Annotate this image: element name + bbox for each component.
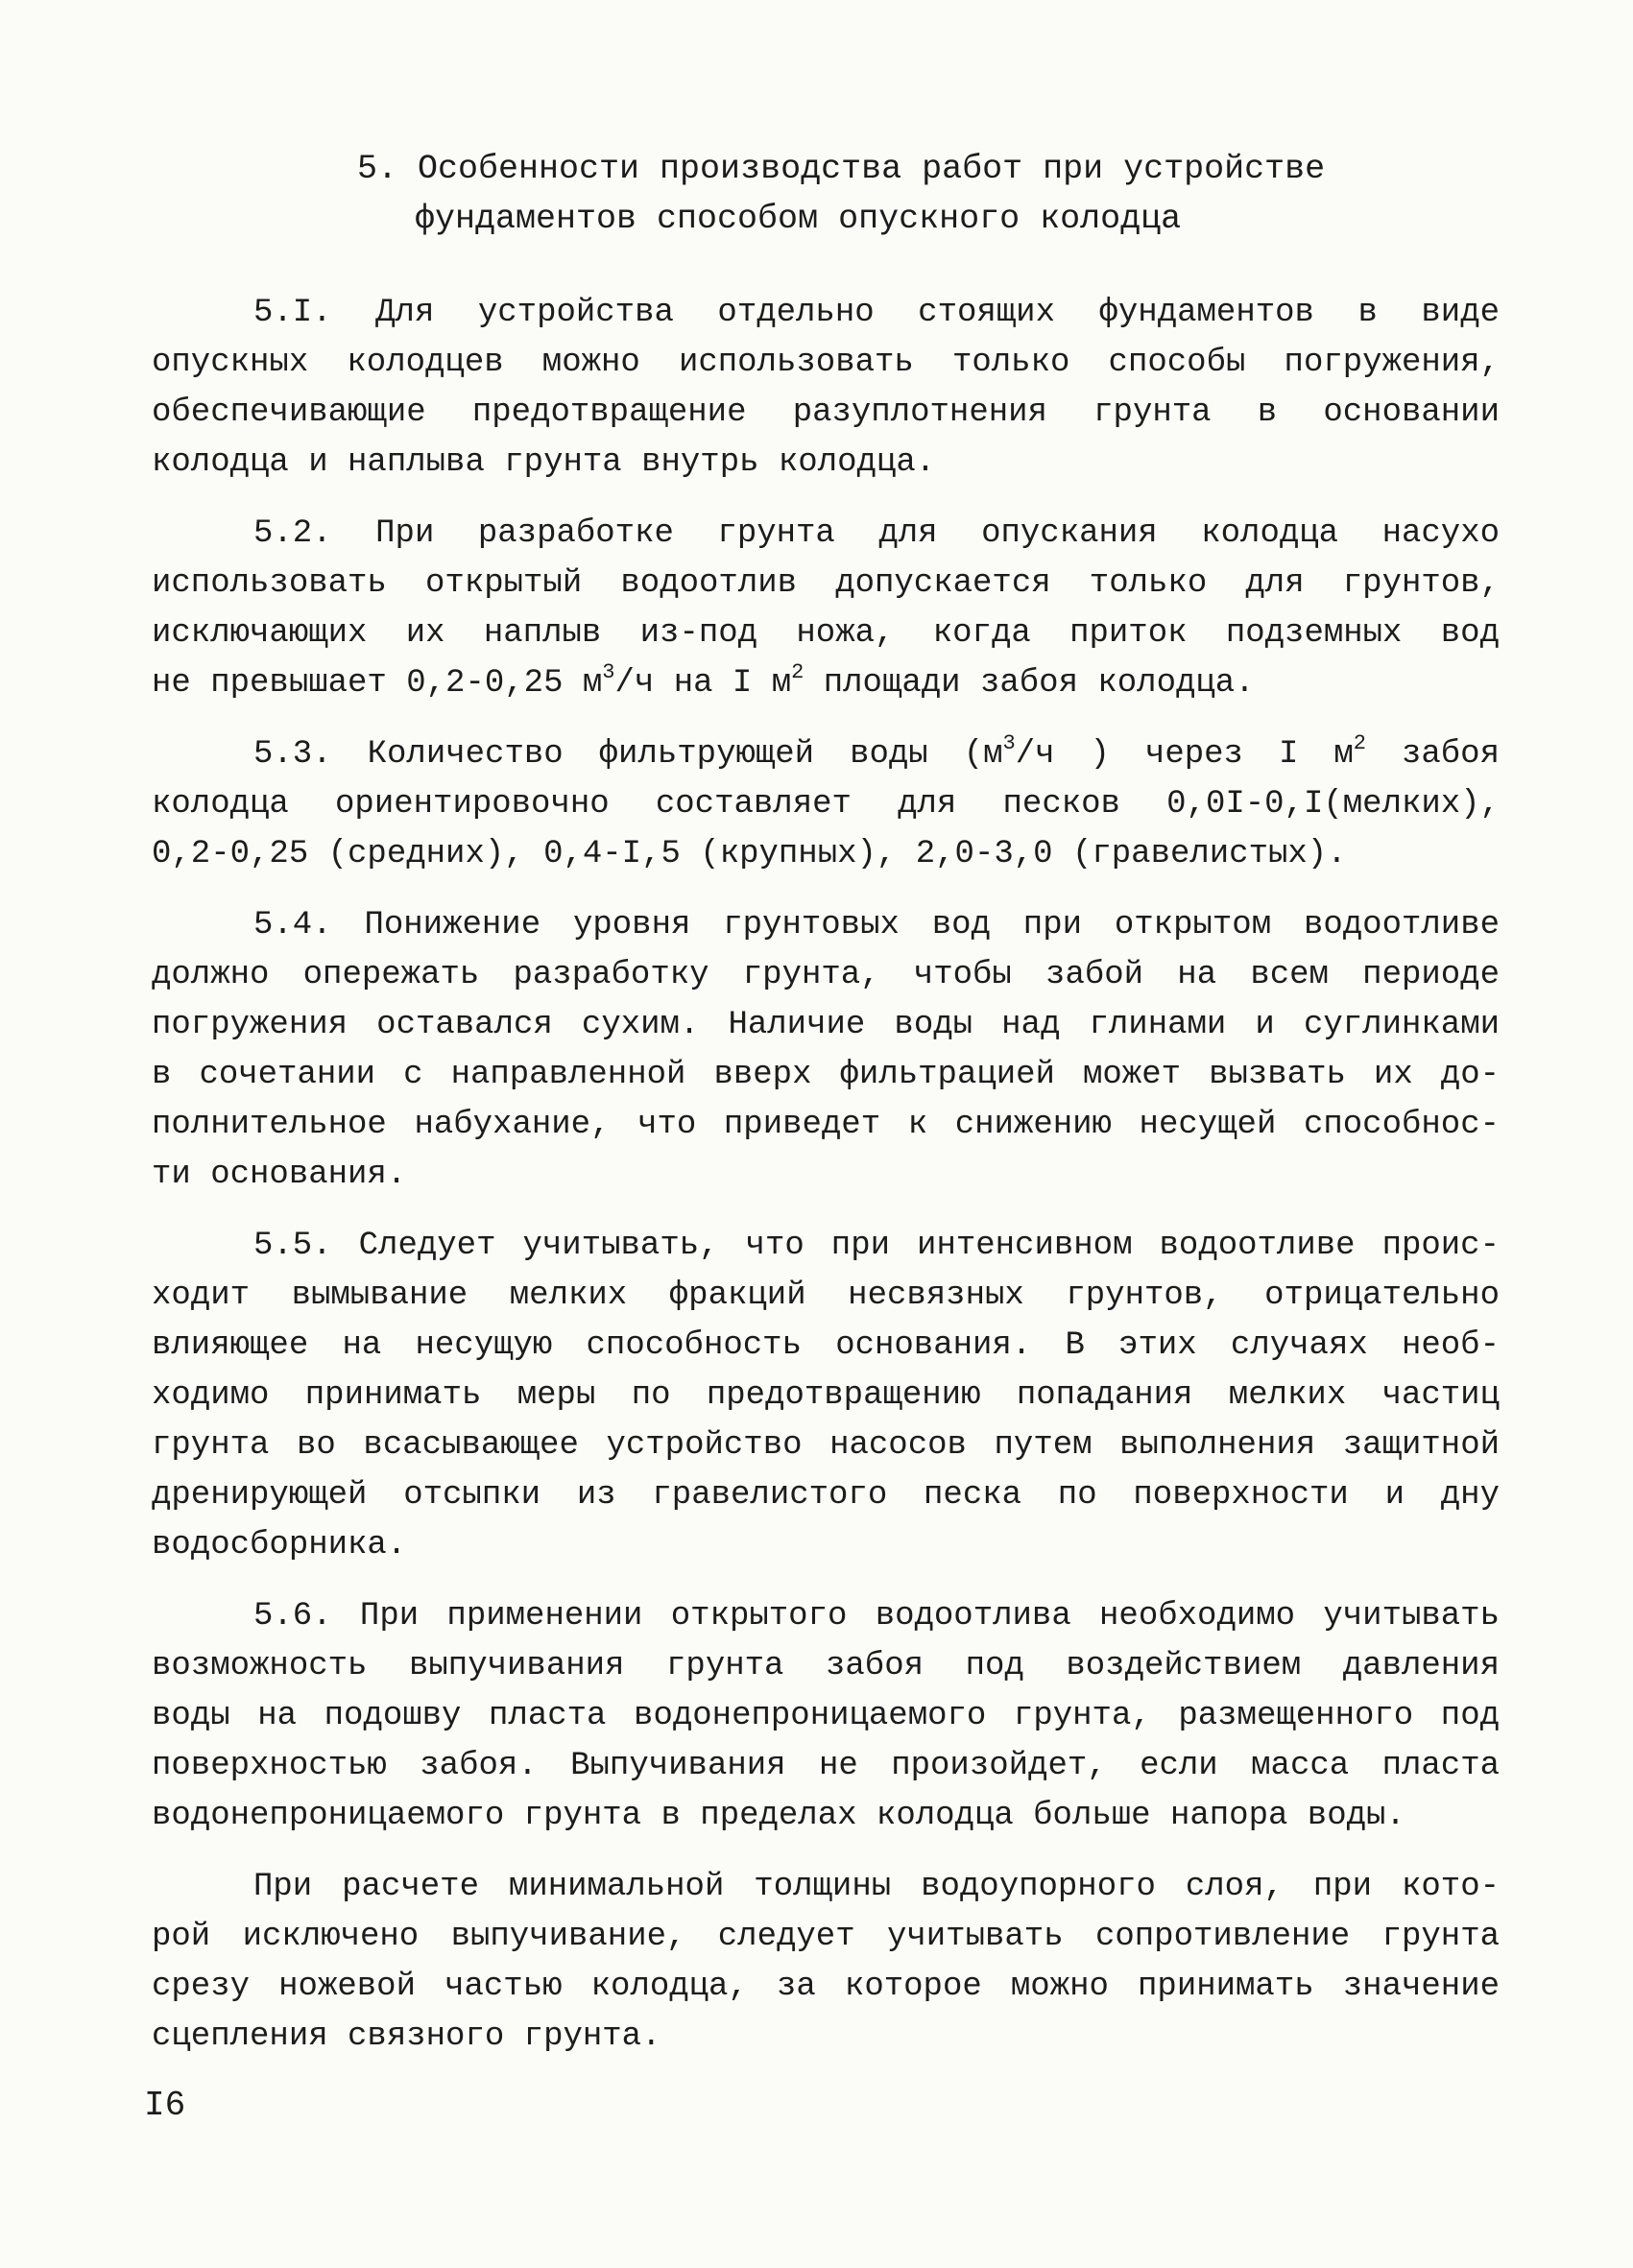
paragraph-line — [152, 1791, 1500, 1841]
paragraph-line — [152, 288, 1500, 338]
paragraph-line — [152, 779, 1500, 829]
text-run: водонепроницаемого грунта в пределах колодца больше напора воды. — [152, 1798, 1405, 1834]
text-run: 5.I. Для устройства отдельно стоящих фундаментов в виде — [253, 295, 1500, 331]
text-run: дренирующей отсыпки из гравелистого песка по поверхности и дну — [152, 1477, 1500, 1514]
text-run: в сочетании с направленной вверх фильтрацией может вызвать их до- — [152, 1057, 1500, 1093]
paragraph-line — [152, 1371, 1500, 1420]
text-run: /ч ) через I м — [1015, 736, 1354, 773]
paragraph-line — [152, 950, 1500, 1000]
paragraph-line — [152, 1691, 1500, 1741]
paragraph — [152, 288, 1500, 488]
paragraph — [152, 509, 1500, 708]
paragraph-line — [152, 829, 1500, 879]
paragraph-line — [152, 1100, 1500, 1150]
paragraph-line — [152, 1741, 1500, 1791]
paragraph — [152, 729, 1500, 879]
superscript: 3 — [602, 660, 615, 684]
text-run: рой исключено выпучивание, следует учитывать сопротивление грунта — [152, 1919, 1500, 1955]
text-run: воды на подошву пласта водонепроницаемого грунта, размещенного под — [152, 1698, 1500, 1734]
paragraph — [152, 1591, 1500, 1841]
text-run: сцепления связного грунта. — [152, 2018, 661, 2055]
paragraph-line — [152, 1150, 1500, 1200]
page-number: I6 — [144, 2086, 186, 2125]
paragraph-line — [152, 1221, 1500, 1271]
paragraph-line — [152, 1000, 1500, 1050]
paragraph-line — [152, 900, 1500, 950]
paragraph-line — [152, 1520, 1500, 1570]
text-run: ти основания. — [152, 1157, 407, 1193]
text-run: возможность выпучивания грунта забоя под воздействием давления — [152, 1648, 1500, 1684]
text-run: колодца и наплыва грунта внутрь колодца. — [152, 444, 936, 481]
text-run: обеспечивающие предотвращение разуплотнения грунта в основании — [152, 394, 1500, 431]
text-run: опускных колодцев можно использовать только способы погружения, — [152, 345, 1500, 381]
text-run: не превышает 0,2-0,25 м — [152, 665, 603, 702]
paragraph-line — [152, 1641, 1500, 1691]
paragraph-line — [152, 438, 1500, 488]
text-run: погружения оставался сухим. Наличие воды над глинами и суглинками — [152, 1007, 1500, 1043]
paragraph-line — [152, 1470, 1500, 1520]
heading-line: 5. Особенности производства работ при устройстве — [357, 150, 1326, 188]
superscript: 2 — [791, 660, 804, 684]
paragraph-line — [152, 1591, 1500, 1641]
paragraph-line — [152, 1862, 1500, 1912]
paragraph-line — [152, 1050, 1500, 1100]
heading-line: фундаментов способом опускного колодца — [415, 200, 1182, 238]
paragraph-line — [152, 338, 1500, 388]
text-run: должно опережать разработку грунта, чтобы забой на всем периоде — [152, 957, 1500, 993]
text-run: /ч на I м — [614, 665, 792, 702]
document-body — [152, 288, 1500, 2083]
text-run: использовать открытый водоотлив допускается только для грунтов, — [152, 565, 1500, 602]
text-run: 5.4. Понижение уровня грунтовых вод при открытом водоотливе — [253, 907, 1500, 943]
paragraph-line — [152, 509, 1500, 559]
text-run: 5.2. При разработке грунта для опускания колодца насухо — [253, 515, 1500, 552]
text-run: полнительное набухание, что приведет к снижению несущей способнос- — [152, 1107, 1500, 1143]
section-heading — [0, 144, 1633, 244]
paragraph-line — [152, 609, 1500, 658]
paragraph — [152, 900, 1500, 1200]
text-run: водосборника. — [152, 1527, 407, 1564]
text-run: срезу ножевой частью колодца, за которое можно принимать значение — [152, 1969, 1500, 2005]
paragraph-line — [152, 729, 1500, 779]
text-run: ходит вымывание мелких фракций несвязных грунтов, отрицательно — [152, 1277, 1500, 1314]
paragraph-line — [152, 559, 1500, 609]
paragraph-line — [152, 1962, 1500, 2012]
text-run: ходимо принимать меры по предотвращению попадания мелких частиц — [152, 1377, 1500, 1414]
text-run: При расчете минимальной толщины водоупорного слоя, при кото- — [253, 1869, 1500, 1905]
text-run: 5.3. Количество фильтрующей воды (м — [253, 736, 1003, 773]
text-run: поверхностью забоя. Выпучивания не произойдет, если масса пласта — [152, 1748, 1500, 1784]
text-run: исключающих их наплыв из-под ножа, когда приток подземных вод — [152, 615, 1500, 652]
paragraph — [152, 1862, 1500, 2062]
paragraph-line — [152, 658, 1500, 708]
paragraph-line — [152, 1420, 1500, 1470]
text-run: площади забоя колодца. — [804, 665, 1255, 702]
paragraph-line — [152, 1321, 1500, 1371]
text-run: колодца ориентировочно составляет для песков 0,0I-0,I(мелких), — [152, 786, 1500, 823]
paragraph-line — [152, 388, 1500, 438]
text-run: забоя — [1365, 736, 1500, 773]
text-run: влияющее на несущую способность основания. В этих случаях необ- — [152, 1327, 1500, 1364]
paragraph-line — [152, 1912, 1500, 1962]
text-run: 0,2-0,25 (средних), 0,4-I,5 (крупных), 2,0-3,0 (гравелистых). — [152, 836, 1347, 872]
superscript: 2 — [1353, 731, 1366, 755]
paragraph-line — [152, 1271, 1500, 1321]
text-run: 5.6. При применении открытого водоотлива необходимо учитывать — [253, 1598, 1500, 1635]
text-run: 5.5. Следует учитывать, что при интенсивном водоотливе проис- — [253, 1228, 1500, 1264]
paragraph — [152, 1221, 1500, 1570]
paragraph-line — [152, 2012, 1500, 2062]
text-run: грунта во всасывающее устройство насосов путем выполнения защитной — [152, 1427, 1500, 1464]
superscript: 3 — [1002, 731, 1016, 755]
